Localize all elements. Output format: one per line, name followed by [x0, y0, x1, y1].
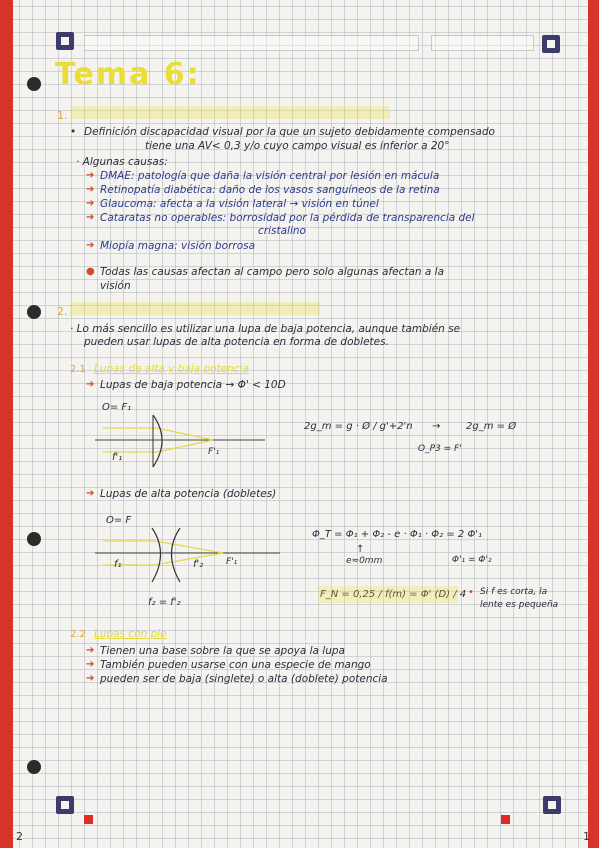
power-equality-note: Φ'₁ = Φ'₂	[452, 555, 492, 565]
arrow-bullet-icon: ➔	[86, 170, 95, 181]
definition-line: Definición discapacidad visual por la que un sujeto debidamente compensado	[84, 126, 495, 138]
arrow-bullet-icon: ➔	[86, 645, 95, 656]
bullet-icon: ●	[86, 266, 95, 277]
object-label: O= F₁	[102, 402, 132, 413]
causes-heading: · Algunas causas:	[76, 156, 168, 168]
subsection-number: 2.2	[70, 629, 86, 640]
gain-formula: F_N = 0,25 / f(m) = Φ' (D) / 4	[320, 589, 467, 600]
arrow-bullet-icon: ➔	[86, 184, 95, 195]
header-field	[84, 35, 419, 51]
corner-mark-icon	[56, 32, 74, 50]
arrow-bullet-icon: ➔	[86, 212, 95, 223]
date-field	[431, 35, 534, 51]
formula-rhs: 2g_m = Ø	[466, 421, 517, 432]
cause-item-continuation: cristalino	[258, 225, 306, 237]
focal-length-label: f'₂	[193, 559, 204, 570]
subsection-number: 2.1	[70, 364, 86, 375]
corner-mark-icon	[542, 35, 560, 53]
high-power-label: Lupas de alta potencia (dobletes)	[100, 488, 277, 500]
up-arrow-icon: ↑	[356, 544, 365, 555]
subsection-title: Lupas con pie	[94, 628, 167, 640]
corner-mark-icon	[543, 796, 561, 814]
bullet-icon: •	[468, 587, 474, 598]
arrow-bullet-icon: ➔	[86, 488, 95, 499]
formula-condition: O_P3 = F'	[418, 444, 462, 454]
left-margin-strip	[0, 0, 13, 848]
intro-line: pueden usar lupas de alta potencia en forma de dobletes.	[84, 336, 389, 348]
formula-lhs: 2g_m = g · Ø / g'+2'n	[304, 421, 413, 432]
doublet-lens-diagram	[95, 525, 285, 587]
list-item: pueden ser de baja (singlete) o alta (doblete) potencia	[100, 673, 388, 685]
section-number: 2.	[57, 305, 68, 318]
definition-bullet: •	[70, 126, 77, 138]
cause-item: Miopía magna: visión borrosa	[100, 240, 256, 252]
list-item: Tienen una base sobre la que se apoya la lupa	[100, 645, 345, 657]
formula-highlight	[318, 586, 458, 603]
focus-label: F'₁	[226, 557, 238, 567]
binder-hole	[27, 77, 41, 91]
binder-hole	[27, 305, 41, 319]
cause-item: Cataratas no operables: borrosidad por la pérdida de transparencia del	[100, 212, 475, 224]
arrow-bullet-icon: ➔	[86, 659, 95, 670]
arrow-bullet-icon: ➔	[86, 673, 95, 684]
low-power-lens-diagram	[95, 412, 270, 472]
arrow-bullet-icon: ➔	[86, 379, 95, 390]
note-line: visión	[100, 280, 131, 292]
thickness-note: e≈0mm	[346, 556, 383, 566]
formula-arrow: →	[432, 421, 441, 432]
object-label: O= F	[106, 515, 132, 526]
right-margin-strip	[588, 0, 599, 848]
focal-equality-label: f₂ = f'₂	[148, 597, 181, 608]
corner-mark-icon	[56, 796, 74, 814]
arrow-bullet-icon: ➔	[86, 198, 95, 209]
cause-item: DMAE: patología que daña la visión central por lesión en mácula	[100, 170, 440, 182]
binder-hole	[27, 532, 41, 546]
focal-length-label: f'₁	[112, 452, 123, 463]
section-number: 1.	[57, 109, 68, 122]
low-power-label: Lupas de baja potencia → Φ' < 10D	[100, 379, 286, 391]
section-title-highlight	[70, 106, 390, 119]
doublet-power-formula: Φ_T = Φ₁ + Φ₂ - e · Φ₁ · Φ₂ = 2 Φ'₁	[312, 529, 483, 540]
note-line: lente es pequeña	[480, 600, 559, 610]
subsection-title: Lupas de alta y baja potencia	[94, 363, 249, 375]
page-title: Tema 6:	[55, 57, 201, 92]
focal-length-label: f₁	[114, 559, 122, 570]
section-title-highlight	[70, 302, 320, 315]
red-square-mark	[84, 815, 93, 824]
red-square-mark	[501, 815, 510, 824]
cause-item: Retinopatía diabética: daño de los vasos sanguíneos de la retina	[100, 184, 440, 196]
list-item: También pueden usarse con una especie de mango	[100, 659, 371, 671]
focus-label: F'₁	[208, 447, 220, 457]
binder-hole	[27, 760, 41, 774]
page-number-left: 2	[16, 830, 23, 843]
page-number-right: 1	[583, 830, 590, 843]
definition-line: tiene una AV< 0,3 y/o cuyo campo visual es inferior a 20°	[145, 140, 450, 152]
cause-item: Glaucoma: afecta a la visión lateral → visión en túnel	[100, 198, 379, 210]
note-line: Si f es corta, la	[480, 587, 548, 597]
note-line: Todas las causas afectan al campo pero solo algunas afectan a la	[100, 266, 445, 278]
intro-line: · Lo más sencillo es utilizar una lupa de baja potencia, aunque también se	[70, 323, 461, 335]
arrow-bullet-icon: ➔	[86, 240, 95, 251]
